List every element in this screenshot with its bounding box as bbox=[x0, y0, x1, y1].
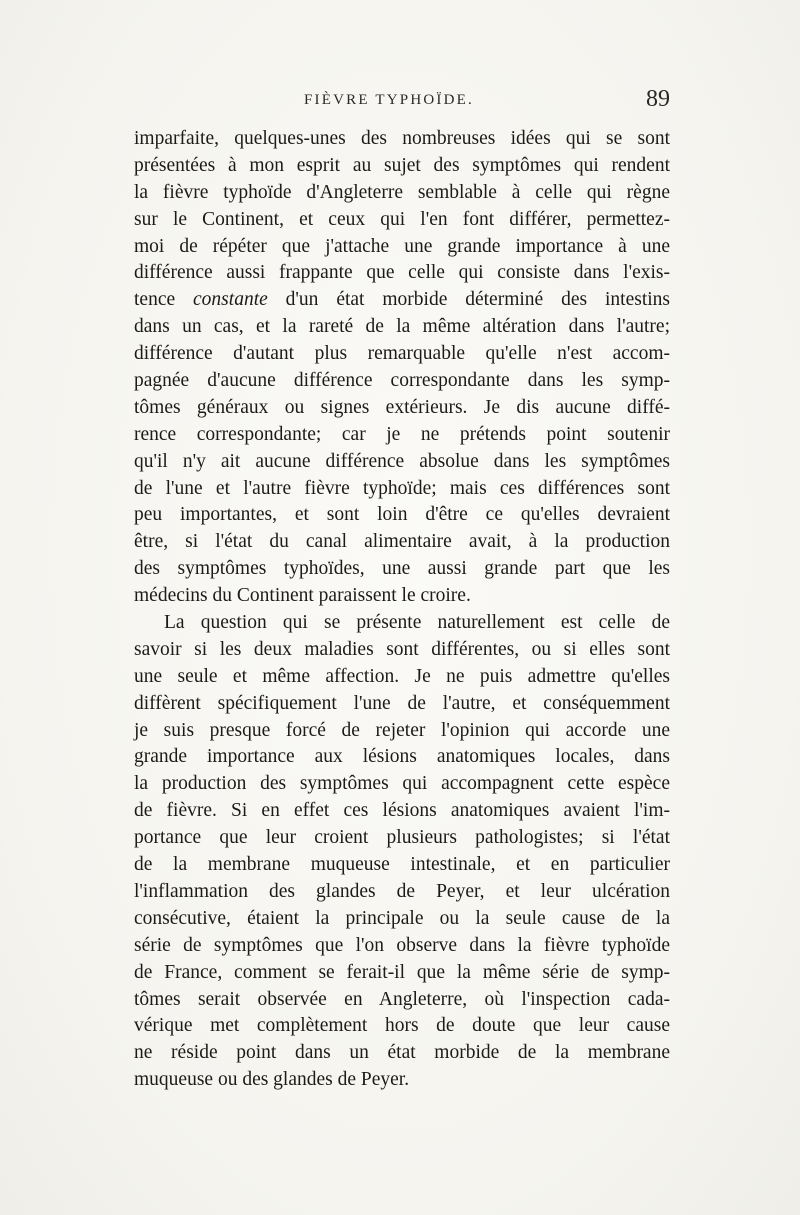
text-line: qu'il n'y ait aucune différence absolue dans les symptômes bbox=[134, 450, 670, 472]
text-line: ne réside point dans un état morbide de la membrane bbox=[134, 1042, 670, 1064]
text-line: rence correspondante; car je ne prétends point soutenir bbox=[134, 423, 670, 445]
paragraph bbox=[134, 610, 670, 1094]
text-line: je suis presque forcé de rejeter l'opinion qui accorde une bbox=[134, 719, 670, 741]
paragraph bbox=[134, 126, 670, 610]
text-line: différence aussi frappante que celle qui consiste dans l'exis- bbox=[134, 262, 670, 284]
italic-word: constante bbox=[193, 289, 268, 311]
text-line bbox=[134, 287, 670, 314]
text-line: de fièvre. Si en effet ces lésions anatomiques avaient l'im- bbox=[134, 800, 670, 822]
text-line: tômes serait observée en Angleterre, où l'inspection cada- bbox=[134, 988, 670, 1010]
text-line: la fièvre typhoïde d'Angleterre semblable à celle qui règne bbox=[134, 181, 670, 203]
text-line: l'inflammation des glandes de Peyer, et leur ulcération bbox=[134, 880, 670, 902]
text-line: être, si l'état du canal alimentaire avait, à la production bbox=[134, 531, 670, 553]
text-line: des symptômes typhoïdes, une aussi grande part que les bbox=[134, 558, 670, 580]
text-line: portance que leur croient plusieurs pathologistes; si l'état bbox=[134, 827, 670, 849]
text-line: La question qui se présente naturellement est celle de bbox=[164, 612, 670, 634]
text-line: peu importantes, et sont loin d'être ce qu'elles devraient bbox=[134, 504, 670, 526]
text-line: différence d'autant plus remarquable qu'elle n'est accom- bbox=[134, 343, 670, 365]
text-line: pagnée d'aucune différence correspondante dans les symp- bbox=[134, 370, 670, 392]
text-line: muqueuse ou des glandes de Peyer. bbox=[134, 1069, 410, 1091]
text-line: sur le Continent, et ceux qui l'en font différer, permettez- bbox=[134, 208, 670, 230]
line-segment: d'un état morbide déterminé des intestins bbox=[267, 289, 670, 311]
text-line: la production des symptômes qui accompagnent cette espèce bbox=[134, 773, 670, 795]
text-line: vérique met complètement hors de doute que leur cause bbox=[134, 1015, 670, 1037]
line-segment: tence bbox=[134, 289, 194, 311]
running-head bbox=[134, 86, 670, 116]
text-line: diffèrent spécifiquement l'une de l'autre, et conséquemment bbox=[134, 692, 670, 714]
text-line: tômes généraux ou signes extérieurs. Je dis aucune diffé- bbox=[134, 396, 670, 418]
text-line: grande importance aux lésions anatomiques locales, dans bbox=[134, 746, 670, 768]
text-line: de France, comment se ferait-il que la même série de symp- bbox=[134, 961, 670, 983]
text-line: série de symptômes que l'on observe dans la fièvre typhoïde bbox=[134, 934, 670, 956]
text-line: savoir si les deux maladies sont différentes, ou si elles sont bbox=[134, 638, 670, 660]
body-text bbox=[134, 126, 670, 1094]
text-line: médecins du Continent paraissent le croire. bbox=[134, 585, 471, 607]
page-number: 89 bbox=[646, 86, 670, 112]
text-line: imparfaite, quelques-unes des nombreuses idées qui se sont bbox=[134, 128, 670, 149]
text-line: moi de répéter que j'attache une grande importance à une bbox=[134, 235, 670, 257]
text-line: consécutive, étaient la principale ou la seule cause de la bbox=[134, 907, 670, 929]
text-line: présentées à mon esprit au sujet des symptômes qui rendent bbox=[134, 154, 670, 176]
text-line: de l'une et l'autre fièvre typhoïde; mais ces différences sont bbox=[134, 477, 670, 499]
running-title: FIÈVRE TYPHOÏDE. bbox=[304, 92, 474, 108]
text-line: dans un cas, et la rareté de la même altération dans l'autre; bbox=[134, 316, 670, 338]
text-line: de la membrane muqueuse intestinale, et en particulier bbox=[134, 854, 670, 876]
text-line: une seule et même affection. Je ne puis admettre qu'elles bbox=[134, 665, 670, 687]
